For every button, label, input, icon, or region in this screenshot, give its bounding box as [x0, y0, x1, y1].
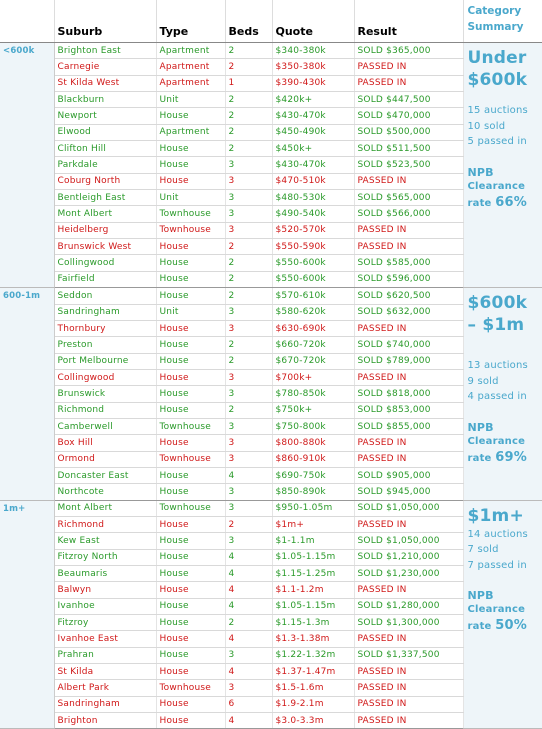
result-cell: SOLD $740,000 — [354, 337, 463, 353]
result-cell: SOLD $585,000 — [354, 255, 463, 271]
type-cell: Townhouse — [156, 418, 225, 434]
beds-cell: 3 — [225, 533, 272, 549]
suburb-cell: Newport — [54, 108, 156, 124]
quote-cell: $1m+ — [272, 516, 354, 532]
result-cell: PASSED IN — [354, 239, 463, 255]
category-label: 600-1m — [0, 288, 54, 500]
beds-cell: 3 — [225, 647, 272, 663]
table-row — [0, 386, 542, 402]
suburb-cell: Carnegie — [54, 59, 156, 75]
type-cell: Unit — [156, 304, 225, 320]
suburb-cell: Sandringham — [54, 696, 156, 712]
table-row — [0, 59, 542, 75]
table-row — [0, 255, 542, 271]
beds-cell: 3 — [225, 206, 272, 222]
table-row — [0, 173, 542, 189]
beds-cell: 2 — [225, 353, 272, 369]
table-row — [0, 337, 542, 353]
result-cell: SOLD $1,230,000 — [354, 566, 463, 582]
result-cell: PASSED IN — [354, 451, 463, 467]
clearance-label: Clearance rate — [467, 604, 526, 633]
quote-cell: $580-620k — [272, 304, 354, 320]
suburb-cell: Camberwell — [54, 418, 156, 434]
type-cell: House — [156, 255, 225, 271]
type-cell: House — [156, 271, 225, 287]
table-row — [0, 566, 542, 582]
beds-cell: 2 — [225, 288, 272, 304]
beds-cell: 2 — [225, 255, 272, 271]
table-body — [0, 43, 542, 729]
type-cell: House — [156, 353, 225, 369]
table-row — [0, 631, 542, 647]
type-cell: House — [156, 549, 225, 565]
quote-cell: $800-880k — [272, 435, 354, 451]
quote-cell: $750-800k — [272, 418, 354, 434]
result-cell: PASSED IN — [354, 173, 463, 189]
type-cell: House — [156, 647, 225, 663]
quote-cell: $550-600k — [272, 271, 354, 287]
type-cell: House — [156, 615, 225, 631]
beds-cell: 2 — [225, 516, 272, 532]
summary-passed-in: 5 passed in — [467, 136, 527, 147]
quote-cell: $550-590k — [272, 239, 354, 255]
type-cell: House — [156, 320, 225, 336]
result-cell: PASSED IN — [354, 75, 463, 91]
type-cell: House — [156, 386, 225, 402]
beds-cell: 4 — [225, 566, 272, 582]
suburb-cell: Ivanhoe — [54, 598, 156, 614]
suburb-cell: Clifton Hill — [54, 141, 156, 157]
table-row — [0, 222, 542, 238]
type-header: Type — [156, 0, 225, 43]
beds-cell: 4 — [225, 467, 272, 483]
suburb-cell: Brunswick West — [54, 239, 156, 255]
quote-cell: $340-380k — [272, 43, 354, 59]
beds-cell: 2 — [225, 92, 272, 108]
beds-cell: 4 — [225, 549, 272, 565]
quote-cell: $1.15-1.3m — [272, 615, 354, 631]
quote-cell: $350-380k — [272, 59, 354, 75]
table-row — [0, 598, 542, 614]
table-row — [0, 647, 542, 663]
quote-cell: $520-570k — [272, 222, 354, 238]
result-cell: SOLD $447,500 — [354, 92, 463, 108]
type-cell: House — [156, 435, 225, 451]
table-row — [0, 713, 542, 729]
type-cell: House — [156, 516, 225, 532]
table-row — [0, 516, 542, 532]
type-cell: Townhouse — [156, 500, 225, 516]
table-row — [0, 615, 542, 631]
type-cell: Townhouse — [156, 206, 225, 222]
result-cell: PASSED IN — [354, 369, 463, 385]
beds-cell: 3 — [225, 680, 272, 696]
beds-cell: 3 — [225, 190, 272, 206]
table-row — [0, 43, 542, 59]
beds-cell: 2 — [225, 239, 272, 255]
result-cell: SOLD $853,000 — [354, 402, 463, 418]
suburb-cell: Mont Albert — [54, 500, 156, 516]
beds-cell: 4 — [225, 582, 272, 598]
summary-sold: 9 sold — [467, 375, 499, 387]
beds-cell: 2 — [225, 108, 272, 124]
table-row — [0, 500, 542, 516]
table-row — [0, 304, 542, 320]
result-cell: SOLD $620,500 — [354, 288, 463, 304]
quote-cell: $1.05-1.15m — [272, 549, 354, 565]
table-row — [0, 75, 542, 91]
suburb-cell: Kew East — [54, 533, 156, 549]
type-cell: Townhouse — [156, 222, 225, 238]
result-cell: PASSED IN — [354, 516, 463, 532]
result-cell: SOLD $945,000 — [354, 484, 463, 500]
table-row — [0, 206, 542, 222]
type-cell: House — [156, 157, 225, 173]
summary-spacer — [468, 91, 540, 103]
table-row — [0, 353, 542, 369]
result-cell: PASSED IN — [354, 320, 463, 336]
type-cell: Apartment — [156, 59, 225, 75]
result-cell: SOLD $470,000 — [354, 108, 463, 124]
category-summary — [463, 288, 542, 500]
table-row — [0, 239, 542, 255]
suburb-cell: Collingwood — [54, 255, 156, 271]
suburb-cell: Preston — [54, 337, 156, 353]
beds-cell: 4 — [225, 631, 272, 647]
table-row — [0, 92, 542, 108]
type-cell: House — [156, 713, 225, 729]
result-cell: SOLD $1,337,500 — [354, 647, 463, 663]
category-summary — [463, 43, 542, 288]
suburb-cell: St Kilda West — [54, 75, 156, 91]
type-cell: House — [156, 598, 225, 614]
suburb-cell: Bentleigh East — [54, 190, 156, 206]
suburb-cell: Brighton — [54, 713, 156, 729]
result-cell: PASSED IN — [354, 713, 463, 729]
beds-cell: 2 — [225, 141, 272, 157]
result-cell: PASSED IN — [354, 435, 463, 451]
quote-cell: $570-610k — [272, 288, 354, 304]
result-cell: PASSED IN — [354, 59, 463, 75]
suburb-cell: Brighton East — [54, 43, 156, 59]
result-cell: PASSED IN — [354, 680, 463, 696]
table-row — [0, 549, 542, 565]
beds-cell: 2 — [225, 402, 272, 418]
clearance-rate: 69% — [495, 449, 527, 465]
suburb-cell: Collingwood — [54, 369, 156, 385]
category-summary — [463, 500, 542, 729]
summary-header: Category Summary — [463, 0, 542, 43]
type-cell: Unit — [156, 92, 225, 108]
type-cell: House — [156, 696, 225, 712]
suburb-cell: Thornbury — [54, 320, 156, 336]
type-cell: House — [156, 467, 225, 483]
suburb-cell: Doncaster East — [54, 467, 156, 483]
result-cell: SOLD $1,210,000 — [354, 549, 463, 565]
quote-cell: $1.3-1.38m — [272, 631, 354, 647]
table-row — [0, 680, 542, 696]
type-cell: House — [156, 141, 225, 157]
beds-cell: 3 — [225, 451, 272, 467]
result-cell: SOLD $523,500 — [354, 157, 463, 173]
type-cell: House — [156, 337, 225, 353]
quote-cell: $1.37-1.47m — [272, 664, 354, 680]
quote-cell: $670-720k — [272, 353, 354, 369]
category-label: 1m+ — [0, 500, 54, 729]
clearance-rate: 50% — [495, 618, 527, 634]
summary-spacer — [468, 336, 540, 358]
table-row — [0, 271, 542, 287]
quote-cell: $780-850k — [272, 386, 354, 402]
quote-header: Quote — [272, 0, 354, 43]
result-cell: SOLD $566,000 — [354, 206, 463, 222]
type-cell: House — [156, 664, 225, 680]
table-row — [0, 190, 542, 206]
quote-cell: $1-1.1m — [272, 533, 354, 549]
summary-title: Under $600k — [467, 48, 528, 90]
summary-npb: NPB — [467, 420, 494, 434]
result-cell: SOLD $1,280,000 — [354, 598, 463, 614]
result-cell: SOLD $1,050,000 — [354, 533, 463, 549]
suburb-cell: St Kilda — [54, 664, 156, 680]
type-cell: House — [156, 631, 225, 647]
beds-cell: 3 — [225, 386, 272, 402]
table-row — [0, 141, 542, 157]
summary-sold: 10 sold — [467, 120, 506, 132]
table-row — [0, 582, 542, 598]
summary-auctions: 13 auctions — [467, 360, 528, 372]
clearance-label: Clearance rate — [467, 180, 526, 209]
quote-cell: $950-1.05m — [272, 500, 354, 516]
beds-cell: 4 — [225, 598, 272, 614]
summary-title: $600k – $1m — [467, 293, 528, 336]
result-cell: PASSED IN — [354, 696, 463, 712]
quote-cell: $660-720k — [272, 337, 354, 353]
type-cell: House — [156, 288, 225, 304]
summary-title: $1m+ — [467, 505, 524, 526]
suburb-cell: Port Melbourne — [54, 353, 156, 369]
result-cell: SOLD $365,000 — [354, 43, 463, 59]
type-cell: House — [156, 533, 225, 549]
clearance-label: Clearance rate — [467, 435, 526, 464]
type-cell: Apartment — [156, 124, 225, 140]
quote-cell: $390-430k — [272, 75, 354, 91]
suburb-cell: Balwyn — [54, 582, 156, 598]
suburb-cell: Northcote — [54, 484, 156, 500]
type-cell: House — [156, 173, 225, 189]
summary-passed-in: 7 passed in — [467, 559, 527, 571]
quote-cell: $480-530k — [272, 190, 354, 206]
type-cell: House — [156, 566, 225, 582]
suburb-cell: Beaumaris — [54, 566, 156, 582]
quote-cell: $430-470k — [272, 157, 354, 173]
suburb-cell: Ormond — [54, 451, 156, 467]
suburb-cell: Blackburn — [54, 92, 156, 108]
summary-passed-in: 4 passed in — [467, 391, 527, 403]
beds-cell: 2 — [225, 337, 272, 353]
quote-cell: $1.5-1.6m — [272, 680, 354, 696]
quote-cell: $450-490k — [272, 124, 354, 140]
suburb-cell: Coburg North — [54, 173, 156, 189]
quote-cell: $690-750k — [272, 467, 354, 483]
beds-cell: 2 — [225, 59, 272, 75]
table-row — [0, 418, 542, 434]
result-cell: PASSED IN — [354, 582, 463, 598]
beds-cell: 3 — [225, 435, 272, 451]
type-cell: House — [156, 484, 225, 500]
table-row — [0, 108, 542, 124]
result-cell: PASSED IN — [354, 222, 463, 238]
suburb-cell: Ivanhoe East — [54, 631, 156, 647]
summary-npb: NPB — [467, 589, 494, 603]
summary-clearance — [468, 434, 540, 467]
quote-cell: $1.22-1.32m — [272, 647, 354, 663]
type-cell: Unit — [156, 190, 225, 206]
suburb-cell: Prahran — [54, 647, 156, 663]
summary-auctions: 15 auctions — [467, 105, 528, 116]
result-cell: SOLD $511,500 — [354, 141, 463, 157]
beds-cell: 2 — [225, 615, 272, 631]
suburb-cell: Fitzroy — [54, 615, 156, 631]
result-header: Result — [354, 0, 463, 43]
beds-cell: 3 — [225, 304, 272, 320]
type-cell: House — [156, 239, 225, 255]
quote-cell: $1.9-2.1m — [272, 696, 354, 712]
quote-cell: $630-690k — [272, 320, 354, 336]
quote-cell: $850-890k — [272, 484, 354, 500]
type-cell: Townhouse — [156, 451, 225, 467]
quote-cell: $550-600k — [272, 255, 354, 271]
beds-cell: 4 — [225, 664, 272, 680]
beds-cell: 2 — [225, 43, 272, 59]
type-cell: House — [156, 402, 225, 418]
result-cell: SOLD $632,000 — [354, 304, 463, 320]
type-cell: Apartment — [156, 75, 225, 91]
beds-cell: 3 — [225, 500, 272, 516]
table-row — [0, 288, 542, 304]
summary-sold: 7 sold — [467, 544, 499, 556]
suburb-cell: Fitzroy North — [54, 549, 156, 565]
type-cell: House — [156, 108, 225, 124]
result-cell: SOLD $818,000 — [354, 386, 463, 402]
result-cell: PASSED IN — [354, 664, 463, 680]
result-cell: SOLD $565,000 — [354, 190, 463, 206]
result-cell: SOLD $905,000 — [354, 467, 463, 483]
table-row — [0, 320, 542, 336]
table-row — [0, 467, 542, 483]
quote-cell: $750k+ — [272, 402, 354, 418]
suburb-cell: Heidelberg — [54, 222, 156, 238]
quote-cell: $490-540k — [272, 206, 354, 222]
result-cell: SOLD $1,300,000 — [354, 615, 463, 631]
beds-cell: 2 — [225, 124, 272, 140]
type-cell: House — [156, 582, 225, 598]
quote-cell: $1.15-1.25m — [272, 566, 354, 582]
suburb-cell: Elwood — [54, 124, 156, 140]
beds-cell: 3 — [225, 157, 272, 173]
result-cell: SOLD $596,000 — [354, 271, 463, 287]
suburb-cell: Mont Albert — [54, 206, 156, 222]
beds-cell: 2 — [225, 271, 272, 287]
suburb-cell: Parkdale — [54, 157, 156, 173]
table-row — [0, 124, 542, 140]
beds-cell: 3 — [225, 418, 272, 434]
table-row — [0, 435, 542, 451]
beds-cell: 3 — [225, 222, 272, 238]
beds-cell: 3 — [225, 320, 272, 336]
quote-cell: $430-470k — [272, 108, 354, 124]
category-header — [0, 0, 54, 43]
category-label: <600k — [0, 43, 54, 288]
beds-cell: 6 — [225, 696, 272, 712]
suburb-cell: Richmond — [54, 402, 156, 418]
suburb-cell: Fairfield — [54, 271, 156, 287]
quote-cell: $860-910k — [272, 451, 354, 467]
table-row — [0, 533, 542, 549]
summary-npb: NPB — [467, 165, 494, 179]
table-row — [0, 451, 542, 467]
beds-header: Beds — [225, 0, 272, 43]
table-row — [0, 484, 542, 500]
summary-clearance — [468, 602, 540, 635]
beds-cell: 3 — [225, 173, 272, 189]
suburb-cell: Seddon — [54, 288, 156, 304]
suburb-cell: Richmond — [54, 516, 156, 532]
quote-cell: $470-510k — [272, 173, 354, 189]
suburb-cell: Sandringham — [54, 304, 156, 320]
beds-cell: 3 — [225, 369, 272, 385]
result-cell: SOLD $1,050,000 — [354, 500, 463, 516]
quote-cell: $1.1-1.2m — [272, 582, 354, 598]
summary-clearance — [468, 179, 540, 212]
result-cell: SOLD $500,000 — [354, 124, 463, 140]
suburb-cell: Albert Park — [54, 680, 156, 696]
result-cell: PASSED IN — [354, 631, 463, 647]
header-row — [0, 0, 542, 43]
beds-cell: 4 — [225, 713, 272, 729]
table-row — [0, 157, 542, 173]
suburb-cell: Box Hill — [54, 435, 156, 451]
table-row — [0, 696, 542, 712]
type-cell: Townhouse — [156, 680, 225, 696]
quote-cell: $420k+ — [272, 92, 354, 108]
type-cell: House — [156, 369, 225, 385]
table-row — [0, 369, 542, 385]
quote-cell: $1.05-1.15m — [272, 598, 354, 614]
quote-cell: $3.0-3.3m — [272, 713, 354, 729]
suburb-cell: Brunswick — [54, 386, 156, 402]
table-row — [0, 402, 542, 418]
table-row — [0, 664, 542, 680]
quote-cell: $700k+ — [272, 369, 354, 385]
type-cell: Apartment — [156, 43, 225, 59]
summary-auctions: 14 auctions — [467, 528, 528, 540]
result-cell: SOLD $855,000 — [354, 418, 463, 434]
clearance-rate: 66% — [495, 194, 527, 210]
quote-cell: $450k+ — [272, 141, 354, 157]
suburb-header: Suburb — [54, 0, 156, 43]
result-cell: SOLD $789,000 — [354, 353, 463, 369]
beds-cell: 3 — [225, 484, 272, 500]
beds-cell: 1 — [225, 75, 272, 91]
